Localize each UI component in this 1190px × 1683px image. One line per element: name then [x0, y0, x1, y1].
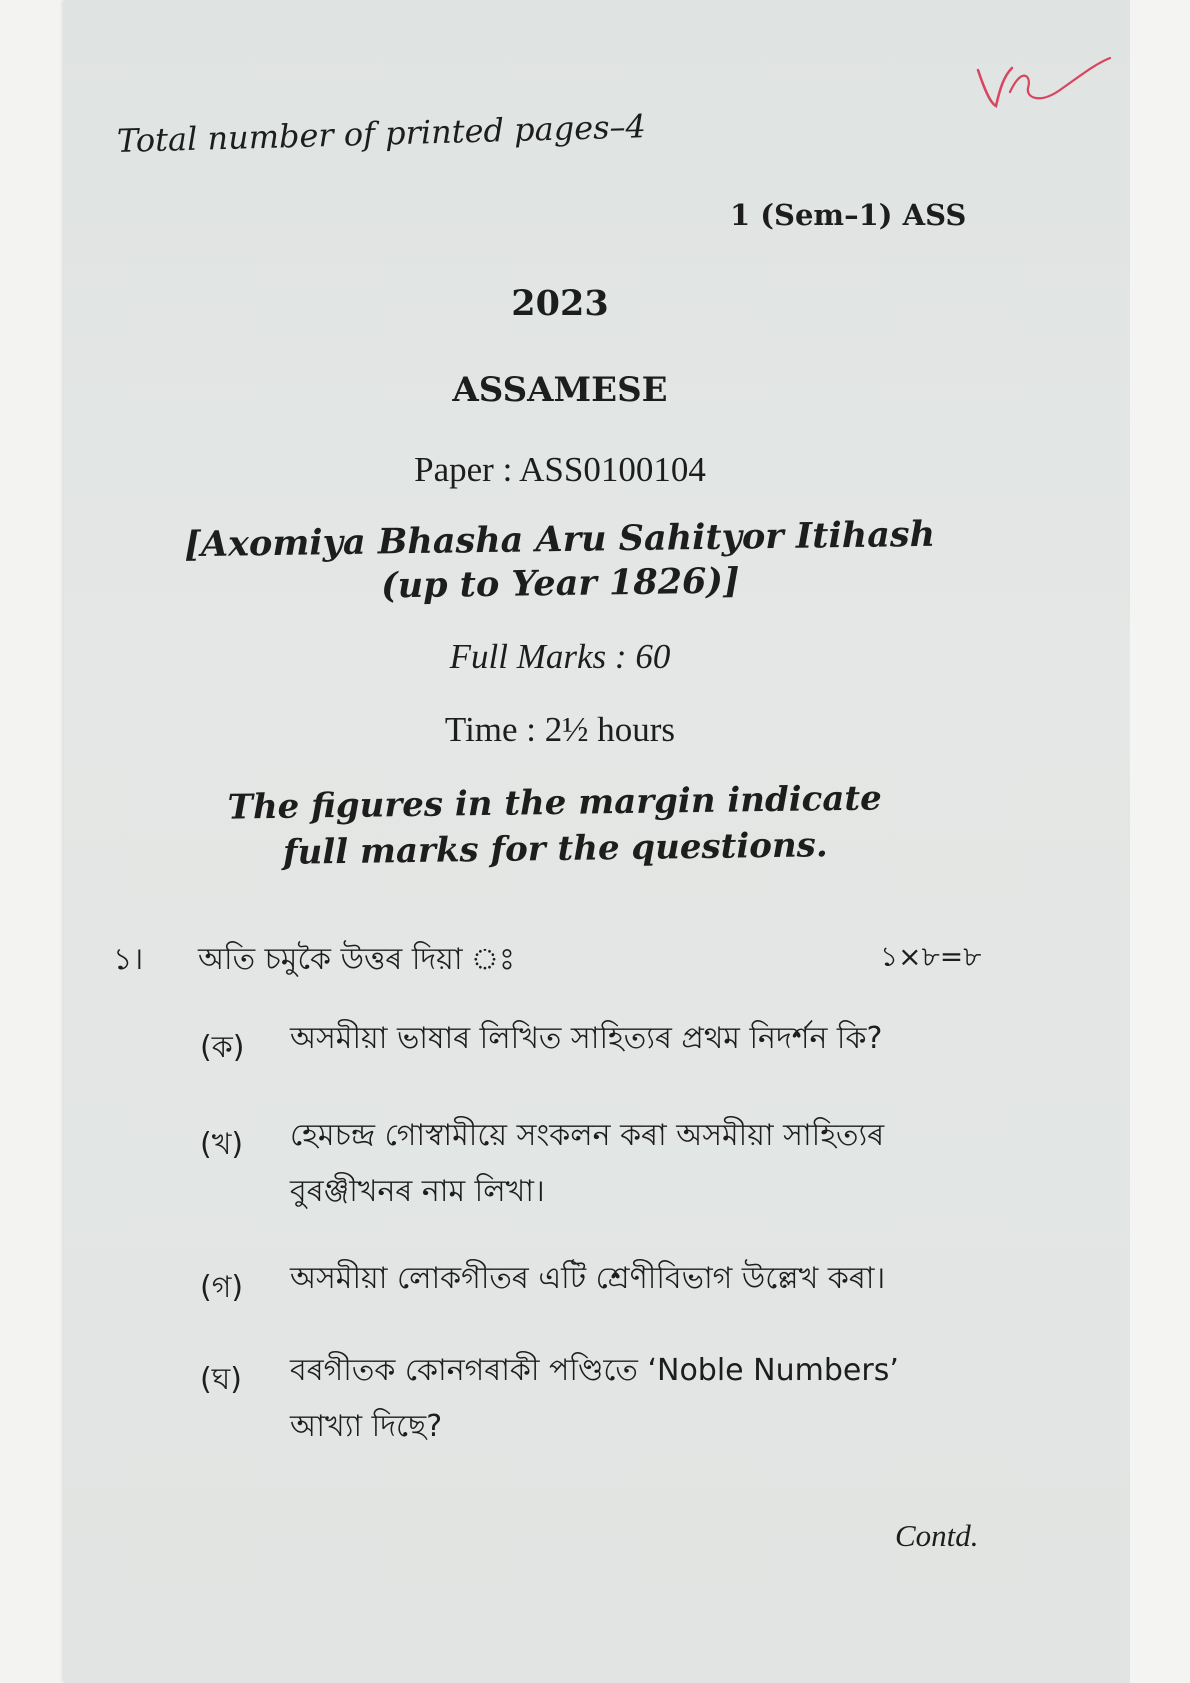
total-pages-line: Total number of printed pages–4: [116, 107, 647, 160]
subquestion-text: [290, 1343, 1010, 1455]
full-marks: Full Marks : 60: [449, 637, 671, 676]
subquestion-line: বুৰঞ্জীখনৰ নাম লিখা।: [290, 1174, 545, 1209]
subquestion-line: হেমচন্দ্ৰ গোস্বামীয়ে সংকলন কৰা অসমীয়া সাহিত্যৰ: [290, 1118, 885, 1153]
subquestion-label: (ঘ): [200, 1362, 242, 1397]
subquestion-label: (গ): [200, 1270, 244, 1305]
instruction-line2: full marks for the questions.: [282, 825, 828, 873]
instruction: [149, 774, 960, 877]
subquestion-text: [290, 1108, 1010, 1220]
question-text: অতি চমুকৈ উত্তৰ দিয়া ঃ: [198, 942, 515, 977]
paper-title-line2: (up to Year 1826)]: [380, 560, 740, 607]
instruction-line1: The figures in the margin indicate: [227, 778, 883, 828]
exam-year: 2023: [511, 283, 609, 324]
subquestion-line: অসমীয়া লোকগীতৰ এটি শ্ৰেণীবিভাগ উল্লেখ কৰা।: [290, 1261, 886, 1296]
subquestion-text: [290, 1251, 1010, 1307]
paper-code: 1 (Sem–1) ASS: [730, 198, 967, 232]
time-allowed: Time : 2½ hours: [444, 710, 676, 749]
paper-title-line1: [Axomiya Bhasha Aru Sahityor Itihash: [184, 513, 936, 566]
subquestion-line: অসমীয়া ভাষাৰ লিখিত সাহিত্যৰ প্ৰথম নিদৰ্শন কি?: [290, 1021, 883, 1056]
tick-mark-icon: [970, 48, 1120, 118]
question-number: ১।: [113, 942, 144, 977]
paper-title: [119, 512, 1000, 612]
subquestion-label: (ক): [200, 1030, 245, 1065]
question-marks: ১×৮=৮: [880, 940, 982, 973]
contd-label: Contd.: [895, 1518, 979, 1553]
subquestion-line: আখ্যা দিছে?: [290, 1409, 443, 1444]
subquestion-label: (খ): [200, 1127, 244, 1162]
subject-heading: ASSAMESE: [452, 370, 668, 410]
subquestion-text: [290, 1011, 1010, 1067]
page-edge: [1130, 0, 1190, 1683]
paper-number: Paper : ASS0100104: [414, 450, 706, 489]
subquestion-line: বৰগীতক কোনগৰাকী পণ্ডিতে ‘Noble Numbers’: [290, 1353, 899, 1388]
